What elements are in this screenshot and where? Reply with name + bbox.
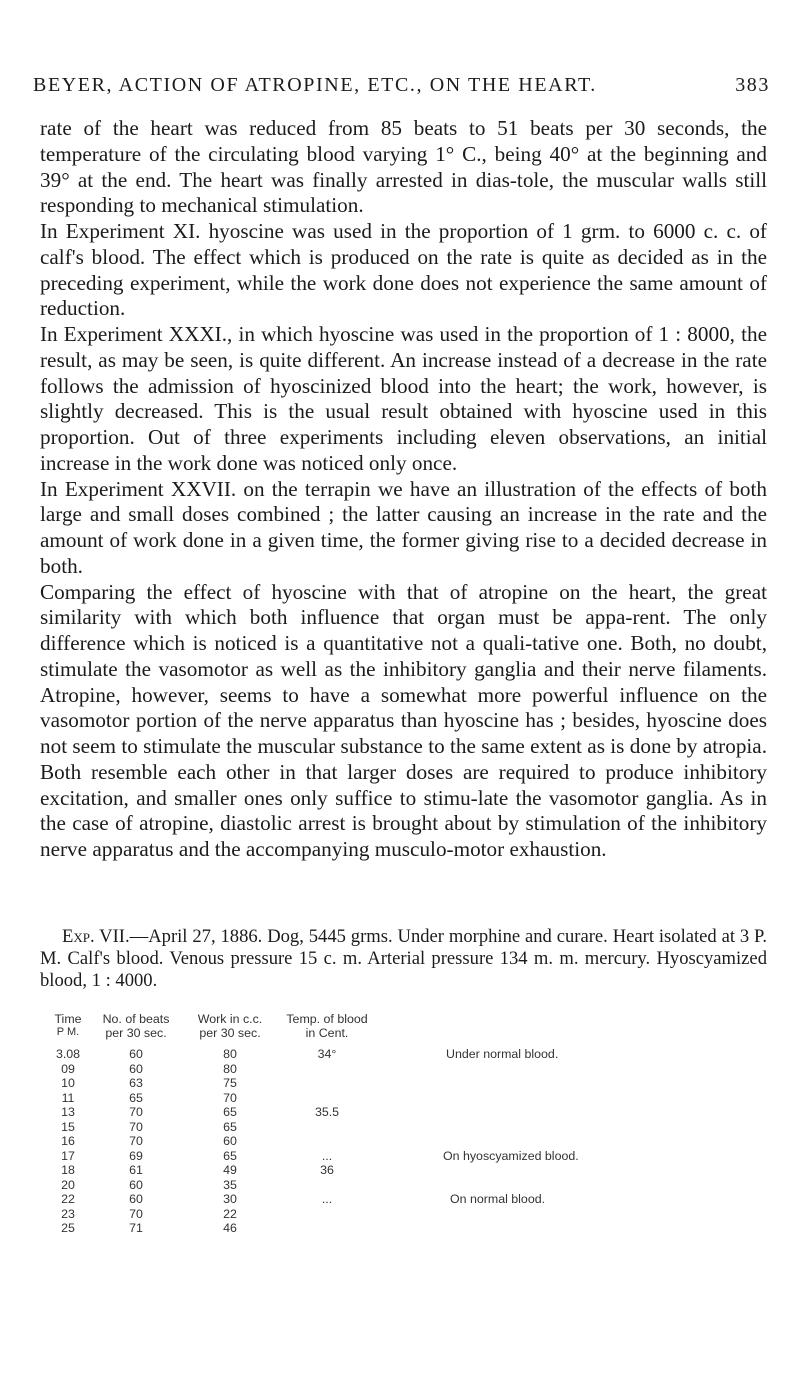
paragraph: In Experiment XI. hyoscine was used in the proportion of 1 grm. to 6000 c. c. of calf's blood. The effect which is produced on the rate is quite as decided as in the preceding experiment, while the work done does not experience the same amount of reduction. — [40, 219, 767, 321]
table-cell-work: 49 — [223, 1163, 237, 1177]
paragraph: In Experiment XXVII. on the terrapin we have an illustration of the effects of both large and small doses combined ; the latter causing an increase in the rate and the amount of work done in a given time, the former giving rise to a decided decrease in both. — [40, 476, 767, 578]
header-time: Time — [54, 1012, 82, 1026]
table-cell-time: 18 — [61, 1163, 75, 1177]
table-cell-remark: On normal blood. — [450, 1192, 546, 1206]
table-cell-temp: ... — [321, 1192, 333, 1206]
table-cell-beats: 69 — [129, 1148, 143, 1163]
table-cell-temp: 34° — [317, 1047, 337, 1061]
table-cell-beats: 61 — [129, 1163, 143, 1177]
table-cell-beats: 70 — [129, 1119, 143, 1134]
experiment-paragraph — [40, 926, 767, 991]
table-cell-time: 3.08 — [55, 1047, 81, 1061]
table-cell-remark: Under normal blood. — [446, 1047, 559, 1061]
header-work: Work in c.c. — [197, 1012, 263, 1026]
table-cell-time: 22 — [61, 1192, 75, 1206]
table-cell-beats: 70 — [129, 1105, 143, 1119]
paragraph: In Experiment XXXI., in which hyoscine was used in the proportion of 1 : 8000, the result, as may be seen, is quite different. An increase instead of a decrease in the rate follows the admission of hyoscinized blood into the heart; the work, however, is slightly decreased. This is the usual result obtained with hyoscine used in this proportion. Out of three experiments including eleven observations, an initial increase in the work done was noticed only once. — [40, 322, 767, 475]
table-cell-beats: 60 — [129, 1177, 143, 1192]
table-cell-time: 15 — [61, 1119, 75, 1134]
table-cell-work: 65 — [223, 1105, 237, 1119]
table-cell-work: 65 — [223, 1148, 237, 1163]
header-time-unit: P M. — [56, 1026, 80, 1038]
table-cell-remark: On hyoscyamized blood. — [443, 1148, 579, 1163]
table-cell-temp: 36 — [320, 1163, 334, 1177]
table-cell-beats: 63 — [129, 1076, 143, 1090]
table-cell-work: 80 — [223, 1061, 237, 1076]
table-cell-beats: 65 — [129, 1090, 143, 1105]
table-cell-temp: ... — [321, 1148, 333, 1163]
running-head-title: BEYER, ACTION OF ATROPINE, ETC., ON THE HEART. — [33, 74, 597, 96]
table-cell-work: 22 — [223, 1206, 237, 1221]
table-cell-time: 16 — [61, 1134, 75, 1148]
table-cell-work: 75 — [223, 1076, 237, 1090]
table-cell-work: 60 — [223, 1134, 237, 1148]
table-cell-beats: 71 — [129, 1221, 143, 1235]
table-cell-time: 20 — [61, 1177, 75, 1192]
table-cell-beats: 60 — [129, 1047, 143, 1061]
header-work-unit: per 30 sec. — [199, 1026, 261, 1040]
table-cell-time: 13 — [61, 1105, 75, 1119]
table-cell-work: 80 — [223, 1047, 237, 1061]
paragraph: Comparing the effect of hyoscine with that of atropine on the heart, the great similarity with which both influence that organ must be appa-rent. The only difference which is noticed is a quantitative not a quali-tative one. Both, no doubt, stimulate the vasomotor as well as the inhibitory ganglia and their nerve filaments. Atropine, however, seems to have a somewhat more powerful influence on the vasomotor portion of the nerve apparatus than hyoscine has ; besides, hyoscine does not seem to stimulate the muscular substance to the same extent as is done by atropia. Both resemble each other in that larger doses are required to produce inhibitory excitation, and smaller ones only suffice to stimu-late the vasomotor ganglia. As in the case of atropine, diastolic arrest is brought about by stimulation of the inhibitory nerve apparatus and the accompanying musculo-motor exhaustion. — [40, 579, 767, 861]
table-cell-work: 70 — [223, 1090, 237, 1105]
page-number: 383 — [735, 74, 770, 96]
table-cell-work: 46 — [223, 1221, 237, 1235]
table-cell-work: 35 — [223, 1177, 237, 1192]
header-temp-unit: in Cent. — [305, 1026, 349, 1040]
table-cell-work: 30 — [223, 1192, 237, 1206]
table-cell-time: 23 — [61, 1206, 75, 1221]
table-cell-time: 11 — [61, 1090, 75, 1105]
experiment-label: Exp. — [62, 926, 95, 947]
table-cell-beats: 60 — [129, 1192, 143, 1206]
table-cell-temp: 35.5 — [314, 1105, 340, 1119]
table-cell-time: 10 — [61, 1076, 75, 1090]
paragraph: rate of the heart was reduced from 85 beats to 51 beats per 30 seconds, the temperature of the circulating blood varying 1° C., being 40° at the beginning and 39° at the end. The heart was finally arrested in dias-tole, the muscular walls still responding to mechanical stimulation. — [40, 116, 767, 218]
table-cell-time: 17 — [61, 1148, 75, 1163]
running-head — [33, 74, 770, 97]
table-cell-time: 25 — [61, 1221, 75, 1235]
header-beats-unit: per 30 sec. — [105, 1026, 167, 1040]
table-cell-work: 65 — [223, 1119, 237, 1134]
table-cell-beats: 70 — [129, 1134, 143, 1148]
experiment-description — [40, 926, 767, 991]
table-cell-time: 09 — [61, 1061, 75, 1076]
header-beats: No. of beats — [102, 1012, 170, 1026]
body-text — [40, 116, 767, 863]
table-cell-beats: 60 — [129, 1061, 143, 1076]
experiment-text: VII.—April 27, 1886. Dog, 5445 grms. Under morphine and curare. Heart isolated at 3 P. M. Calf's blood. Venous pressure 15 c. m. Arterial pressure 134 m. m. mercury. Hyoscyamized blood, 1 : 4000. — [40, 926, 767, 991]
table-cell-beats: 70 — [129, 1206, 143, 1221]
header-temp: Temp. of blood — [286, 1012, 368, 1026]
